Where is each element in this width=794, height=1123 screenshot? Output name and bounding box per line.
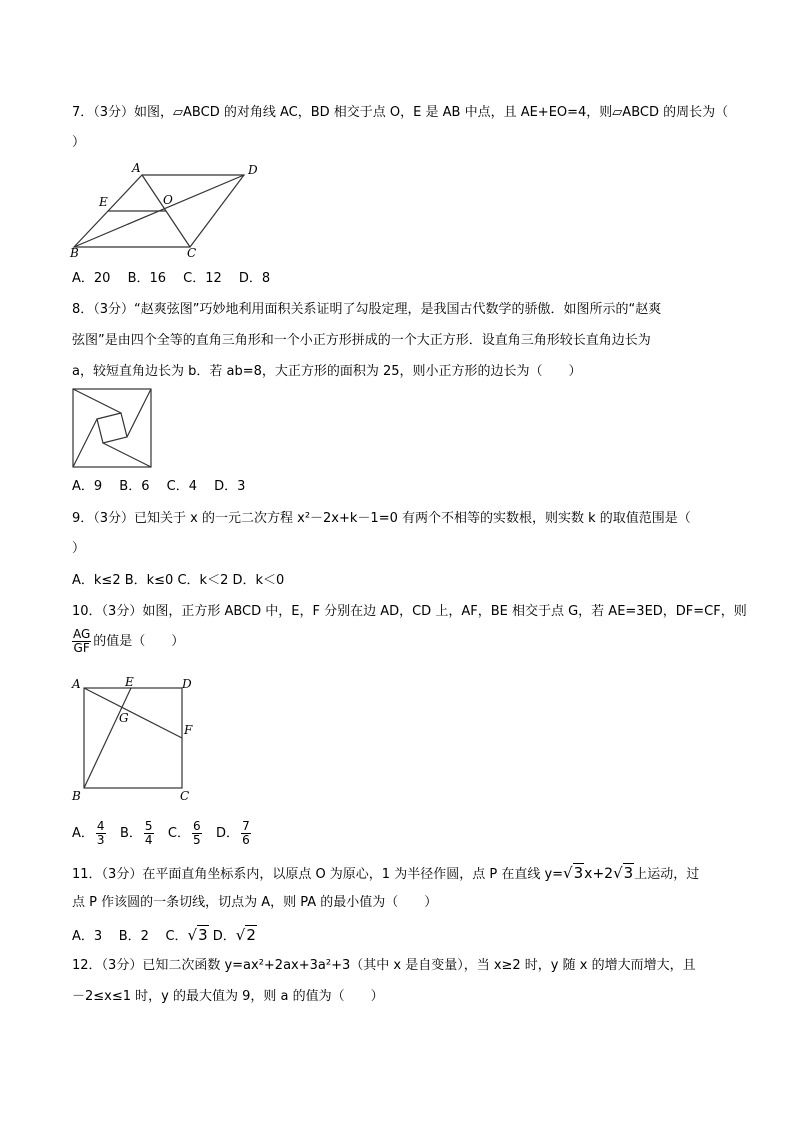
q8-triangle-edge	[103, 443, 151, 467]
q11-stem-a: 11．（3分）在平面直角坐标系内，以原点 O 为原心，1 为半径作圆，点 P 在直线 y=	[72, 867, 564, 882]
q9-stem-line1: 9．（3分）已知关于 x 的一元二次方程 x²－2x+k－1=0 有两个不相等的实数根，则实数 k 的取值范围是（	[72, 511, 691, 526]
q12-stem-line1: 12．（3分）已知二次函数 y=ax²+2ax+3a²+3（其中 x 是自变量），当 x≥2 时，y 随 x 的增大而增大，且	[72, 958, 696, 973]
q10-fraction-denominator: GF	[73, 641, 90, 655]
q11-option-d-sqrt: √2	[235, 926, 256, 944]
q11-option-a: A．3	[72, 929, 103, 944]
q11-option-c: C．	[165, 929, 188, 944]
q7-label-o: O	[163, 193, 173, 207]
q10-option-c: C． $\frac{6}{5}$	[167, 819, 201, 847]
q9-stem-line2: ）	[72, 541, 86, 556]
q10-ratio-fraction	[72, 628, 91, 655]
q10-label-c: C	[180, 789, 190, 803]
q10-square-abcd	[84, 688, 182, 788]
q8-small-square	[97, 413, 127, 443]
q10-fraction-numerator: AG	[73, 627, 91, 641]
q11-stem-line2: 点 P 作该圆的一条切线，切点为 A，则 PA 的最小值为（ ）	[72, 895, 438, 910]
q7-label-e: E	[99, 195, 108, 209]
q10-label-g: G	[119, 711, 129, 725]
q11-stem-mid: x+2	[584, 866, 614, 882]
q10-segment-be	[84, 688, 131, 788]
q7-parallelogram-figure	[66, 160, 266, 260]
q8-big-square	[73, 389, 151, 467]
q10-label-a: A	[72, 677, 81, 691]
q11-option-c-sqrt: √3	[187, 926, 208, 944]
q8-triangle-edge	[73, 419, 97, 467]
q10-square-figure	[68, 674, 198, 806]
q11-stem-line1	[72, 863, 699, 885]
q7-label-c: C	[187, 246, 197, 260]
q7-label-a: A	[132, 161, 141, 175]
q11-sqrt-1: √3	[563, 864, 584, 882]
q11-options	[72, 924, 257, 948]
q8-triangle-edge	[127, 389, 151, 437]
q7-label-d: D	[248, 163, 258, 177]
q8-stem-line3: a，较短直角边长为 b．若 ab=8，大正方形的面积为 25，则小正方形的边长为（ ）	[72, 364, 582, 379]
q10-label-e: E	[125, 675, 134, 689]
q7-options: A．20 B．16 C．12 D．8	[72, 271, 271, 286]
q8-triangle-edge	[73, 389, 121, 413]
q10-stem-tail: 的值是（ ）	[93, 634, 185, 649]
q10-option-a: A． $\frac{4}{3}$	[72, 819, 105, 847]
q10-option-d: D． $\frac{7}{6}$	[216, 819, 250, 847]
q10-label-d: D	[182, 677, 192, 691]
q10-label-f: F	[184, 723, 193, 737]
q7-stem-line1: 7．（3分）如图，▱ABCD 的对角线 AC，BD 相交于点 O，E 是 AB 中点，且 AE+EO=4，则▱ABCD 的周长为（	[72, 105, 729, 120]
q9-options: A．k≤2 B．k≤0 C．k＜2 D．k＜0	[72, 573, 285, 588]
q8-options: A．9 B．6 C．4 D．3	[72, 479, 246, 494]
q11-sqrt-2: √3	[613, 864, 634, 882]
q10-option-b: B． $\frac{5}{4}$	[119, 819, 153, 847]
q8-stem-line2: 弦图”是由四个全等的直角三角形和一个小正方形拼成的一个大正方形．设直角三角形较长直角边长为	[72, 333, 651, 348]
q11-option-b: B．2	[118, 929, 149, 944]
q8-zhao-shuang-figure	[72, 388, 154, 470]
q7-label-b: B	[70, 246, 79, 260]
q12-stem-line2: －2≤x≤1 时，y 的最大值为 9，则 a 的值为（ ）	[72, 989, 384, 1004]
q10-label-b: B	[72, 789, 81, 803]
q7-stem-line2: ）	[72, 135, 86, 150]
q10-segment-af	[84, 688, 182, 738]
q10-stem-line2	[72, 628, 184, 655]
q11-stem-b: 上运动，过	[634, 867, 700, 882]
q11-option-d: D．	[212, 929, 236, 944]
q8-stem-line1: 8．（3分）“赵爽弦图”巧妙地利用面积关系证明了勾股定理，是我国古代数学的骄傲．如图所示的“赵爽	[72, 302, 662, 317]
q10-stem-line1: 10．（3分）如图，正方形 ABCD 中，E，F 分别在边 AD，CD 上，AF，BE 相交于点 G，若 AE=3ED，DF=CF，则	[72, 604, 747, 619]
q10-options	[72, 818, 253, 850]
